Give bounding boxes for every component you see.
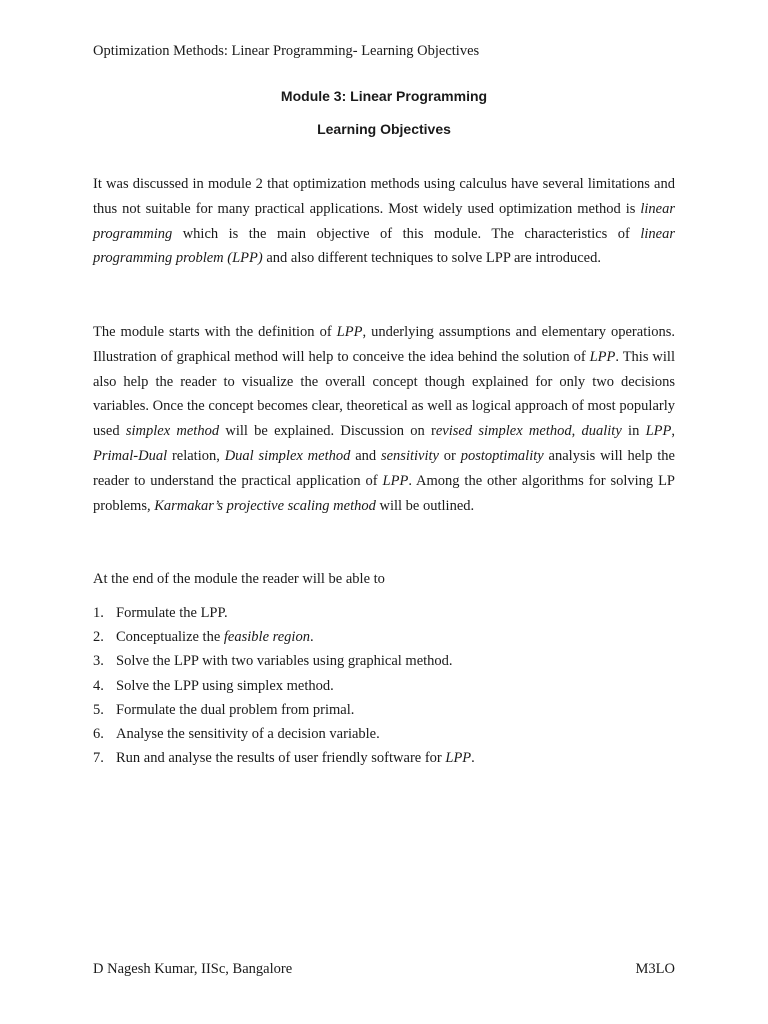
list-item-number: 2.: [93, 629, 104, 646]
para2-s23: . Among the other algorithms for solving LP problems,: [93, 472, 675, 514]
list-item-text: Analyse the sensitivity of a decision variable.: [116, 726, 380, 743]
para1-text-e: and also different techniques to solve LPP are introduced.: [262, 250, 601, 267]
para2-s14: Primal-Dual: [93, 447, 168, 464]
para2-s24: Karmakar’s projective scaling method: [154, 497, 376, 514]
para2-s22: LPP: [382, 472, 409, 489]
module-title: Module 3: Linear Programming: [280, 88, 488, 104]
list-item: [93, 746, 475, 770]
para2-s19: or: [438, 447, 461, 464]
section-title: Learning Objectives: [317, 121, 451, 137]
para2-s1: The module starts with the definition of: [93, 324, 337, 340]
para2-s11: in: [621, 423, 646, 440]
list-item-emphasis: feasible region: [223, 629, 310, 646]
para2-s6: simplex method: [125, 423, 220, 440]
list-item-text: Solve the LPP using simplex method.: [116, 677, 334, 694]
para1-emphasis-lp: linear programming: [93, 200, 675, 242]
list-item-number: 5.: [93, 701, 104, 718]
objectives-list: [93, 601, 475, 770]
list-item-text: Run and analyse the results of user friendly software for: [116, 750, 446, 767]
para2-s7: will be explained. Discussion on r: [219, 423, 436, 440]
overview-paragraph: [93, 320, 675, 518]
list-item: [93, 722, 475, 746]
para2-s3: , underlying assumptions and elementary operations. Illustration of graphical method will help to conceive the idea behind the solution of: [93, 324, 676, 365]
para2-s8: evised simplex method: [435, 423, 572, 440]
para2-s21: analysis will help the reader to understand the practical application of: [93, 447, 675, 489]
para2-s16: Dual simplex method: [224, 447, 351, 464]
list-item-text: Formulate the LPP.: [116, 605, 228, 621]
running-header: Optimization Methods: Linear Programming- Learning Objectives: [93, 43, 480, 59]
objectives-intro: At the end of the module the reader will be able to: [93, 571, 385, 587]
para2-s17: and: [350, 447, 381, 464]
para2-s9: ,: [571, 423, 582, 440]
para2-s15: relation,: [167, 447, 225, 464]
list-item-emphasis: LPP: [445, 750, 472, 767]
intro-paragraph: [93, 172, 675, 271]
list-item-number: 1.: [93, 605, 104, 621]
list-item: [93, 601, 475, 625]
para1-text-a: It was discussed in module 2 that optimization methods using calculus have several limitations and thus not suitable for many practical applications. Most widely used optimization method is: [93, 176, 675, 217]
list-item: [93, 674, 475, 698]
list-item: [93, 698, 475, 722]
para1-emphasis-lpp: linear programming problem (LPP): [93, 225, 675, 267]
para2-s13: ,: [671, 423, 675, 440]
footer-author: D Nagesh Kumar, IISc, Bangalore: [93, 961, 293, 977]
list-item-text: Solve the LPP with two variables using graphical method.: [116, 653, 453, 670]
list-item-number: 3.: [93, 653, 104, 670]
para2-s25: will be outlined.: [375, 497, 475, 514]
list-item-tail: .: [471, 750, 475, 767]
para2-s5: . This will also help the reader to visualize the overall concept though explained for only two decisions variables. Once the concept becomes clear, theoretical as well as logical approach of most popularly used: [93, 348, 675, 440]
para2-s2: LPP: [336, 324, 363, 340]
footer-page-code: M3LO: [635, 961, 675, 977]
para2-s10: duality: [581, 423, 622, 440]
list-item-number: 6.: [93, 726, 104, 743]
list-item-number: 4.: [93, 677, 104, 694]
para2-s12: LPP: [645, 423, 672, 440]
list-item-number: 7.: [93, 750, 104, 767]
para2-s18: sensitivity: [380, 447, 439, 464]
para1-text-c: which is the main objective of this module. The characteristics of: [172, 225, 641, 242]
list-item: [93, 649, 475, 673]
list-item: [93, 625, 475, 649]
list-item-text: Conceptualize the: [116, 629, 224, 646]
list-item-text: Formulate the dual problem from primal.: [116, 701, 355, 718]
para2-s20: postoptimality: [460, 447, 544, 464]
list-item-tail: .: [309, 629, 314, 646]
para2-s4: LPP: [589, 348, 616, 365]
